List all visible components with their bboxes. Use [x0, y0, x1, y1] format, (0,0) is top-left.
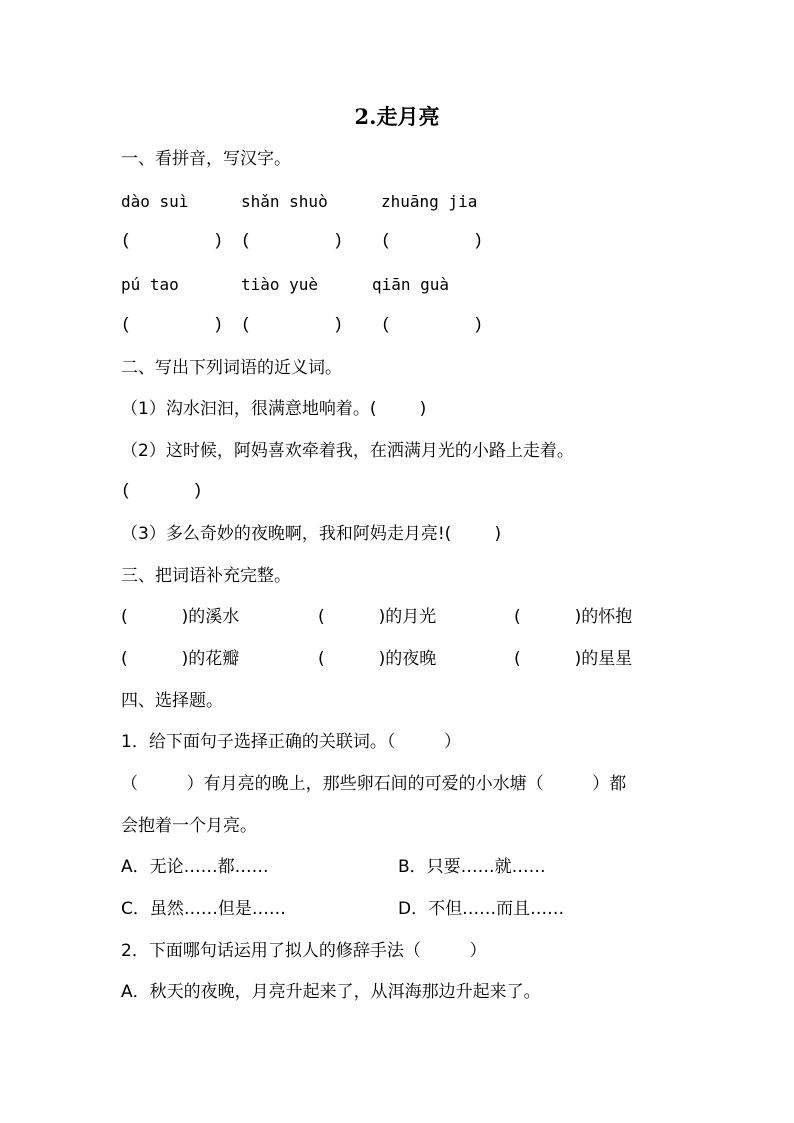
synonym-item-2-blank[interactable]: ( ) — [121, 482, 203, 501]
answer-blank[interactable]: ( ) — [381, 316, 484, 335]
section-3-heading: 三、把词语补充完整。 — [121, 566, 291, 586]
question-1-sentence-line-1: （ ）有月亮的晚上，那些卵石间的可爱的小水塘（ ）都 — [121, 774, 627, 794]
fill-word: ( )的溪水 — [121, 607, 240, 627]
option-c[interactable]: C．虽然……但是…… — [121, 899, 286, 919]
pinyin-shan-shuo: shǎn shuò — [241, 192, 328, 211]
pinyin-tiao-yue: tiào yuè — [241, 275, 319, 294]
fill-word: ( )的花瓣 — [121, 649, 240, 669]
fill-word: ( )的月光 — [318, 607, 437, 627]
answer-blank[interactable]: ( ) — [381, 232, 484, 251]
option-b[interactable]: B．只要……就…… — [398, 857, 546, 877]
option-d[interactable]: D．不但……而且…… — [398, 899, 565, 919]
synonym-item-3: （3）多么奇妙的夜晚啊，我和阿妈走月亮!( ) — [121, 524, 502, 544]
synonym-item-2: （2）这时候，阿妈喜欢牵着我，在洒满月光的小路上走着。 — [121, 441, 574, 461]
synonym-item-1: （1）沟水汩汩，很满意地响着。( ) — [121, 399, 427, 419]
section-1-heading: 一、看拼音，写汉字。 — [121, 149, 291, 169]
answer-blank[interactable]: ( ) — [121, 316, 224, 335]
answer-blank[interactable]: ( ) — [241, 316, 344, 335]
fill-word: ( )的星星 — [514, 649, 633, 669]
pinyin-qian-gua: qiān guà — [372, 275, 450, 294]
question-2: 2．下面哪句话运用了拟人的修辞手法（ ） — [121, 941, 487, 961]
question-1-sentence-line-2: 会抱着一个月亮。 — [121, 816, 257, 836]
answer-blank[interactable]: ( ) — [121, 232, 224, 251]
option-a[interactable]: A．秋天的夜晚，月亮升起来了，从洱海那边升起来了。 — [121, 982, 541, 1002]
pinyin-pu-tao: pú tao — [121, 275, 179, 294]
pinyin-dao-sui: dào suì — [121, 192, 189, 211]
pinyin-zhuang-jia: zhuāng jia — [381, 192, 478, 211]
fill-word: ( )的怀抱 — [514, 607, 633, 627]
answer-blank[interactable]: ( ) — [241, 232, 344, 251]
fill-word: ( )的夜晚 — [318, 649, 437, 669]
section-2-heading: 二、写出下列词语的近义词。 — [121, 358, 342, 378]
question-1: 1．给下面句子选择正确的关联词。（ ） — [121, 732, 461, 752]
section-4-heading: 四、选择题。 — [121, 691, 223, 711]
option-a[interactable]: A．无论……都…… — [121, 857, 269, 877]
page-title: 2.走月亮 — [354, 104, 440, 129]
